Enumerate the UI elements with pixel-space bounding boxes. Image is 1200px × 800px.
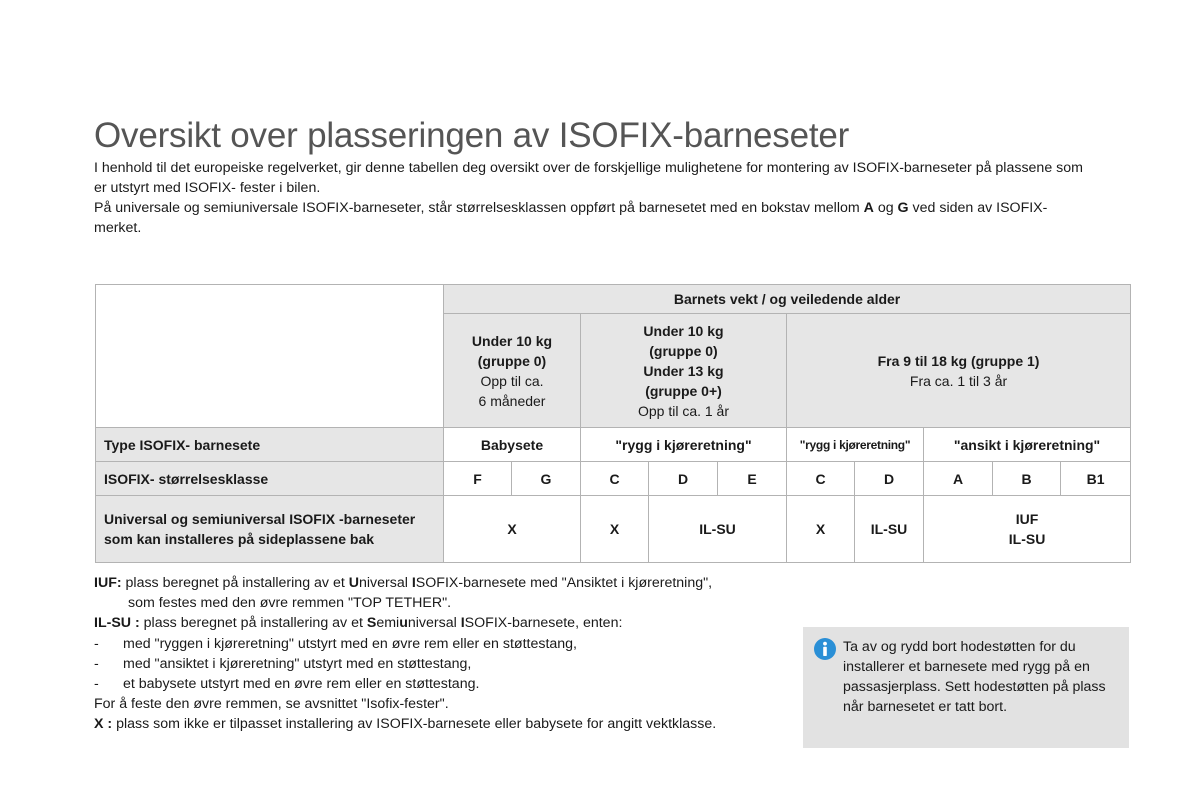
size-class: F — [444, 462, 512, 496]
type-rygg-2: "rygg i kjøreretning" — [787, 428, 924, 462]
weight-group-1: Fra 9 til 18 kg (gruppe 1) Fra ca. 1 til 3 år — [787, 314, 1131, 428]
type-ansikt: "ansikt i kjøreretning" — [924, 428, 1131, 462]
list-item: - med "ansiktet i kjøreretning" utstyrt med en støttestang, — [94, 655, 472, 672]
note-x: X : plass som ikke er tilpasset installering av ISOFIX-barnesete eller babysete for angitt vektklasse. — [94, 716, 717, 733]
size-class: D — [855, 462, 924, 496]
intro-text — [94, 158, 1094, 238]
info-icon — [814, 638, 836, 660]
size-class: C — [581, 462, 649, 496]
note-ilsu: IL-SU : plass beregnet på installering av et Semiuniversal ISOFIX-barnesete, enten: — [94, 615, 623, 632]
type-row-label: Type ISOFIX- barnesete — [96, 428, 444, 462]
size-class: A — [924, 462, 993, 496]
intro-paragraph-2: På universale og semiuniversale ISOFIX-barneseter, står størrelsesklassen oppført på barnesetet med en bokstav mellom A og G ved siden av ISOFIX-merket. — [94, 200, 1048, 236]
note-iuf: IUF: plass beregnet på installering av et Universal ISOFIX-barnesete med "Ansiktet i kjøreretning", — [94, 575, 713, 591]
list-item: - med "ryggen i kjøreretning" utstyrt med en øvre rem eller en støttestang, — [94, 635, 577, 652]
size-class: E — [718, 462, 787, 496]
table-corner-cell — [96, 285, 444, 428]
universal-cell: IL-SU — [649, 496, 787, 563]
universal-cell: X — [787, 496, 855, 563]
universal-cell: IL-SU — [855, 496, 924, 563]
weight-group-0: Under 10 kg (gruppe 0) Opp til ca. 6 måneder — [444, 314, 581, 428]
type-rygg-1: "rygg i kjøreretning" — [581, 428, 787, 462]
isofix-table — [95, 284, 1131, 563]
weight-group-0-plus: Under 10 kg (gruppe 0) Under 13 kg (gruppe 0+) Opp til ca. 1 år — [581, 314, 787, 428]
weight-header: Barnets vekt / og veiledende alder — [444, 285, 1131, 314]
page-title: Oversikt over plasseringen av ISOFIX-barneseter — [94, 116, 850, 155]
list-item: - et babysete utstyrt med en øvre rem eller en støttestang. — [94, 676, 480, 693]
notes-section — [94, 573, 794, 735]
intro-paragraph-1: I henhold til det europeiske regelverket, gir denne tabellen deg oversikt over de forskjellige mulighetene for montering av ISOFIX-barneseter på plassene som er utstyrt med ISOFIX- fester i bilen. — [94, 160, 1083, 196]
universal-cell: IUF IL-SU — [924, 496, 1131, 563]
type-babysete: Babysete — [444, 428, 581, 462]
size-class: C — [787, 462, 855, 496]
size-class: B1 — [1061, 462, 1131, 496]
size-class: G — [512, 462, 581, 496]
note-feste: For å feste den øvre remmen, se avsnittet "Isofix-fester". — [94, 696, 449, 713]
universal-row-label: Universal og semiuniversal ISOFIX -barneseter som kan installeres på sideplassene bak — [96, 496, 444, 563]
size-class: B — [993, 462, 1061, 496]
info-box — [803, 627, 1129, 748]
size-class: D — [649, 462, 718, 496]
size-row-label: ISOFIX- størrelsesklasse — [96, 462, 444, 496]
note-iuf-continuation: som festes med den øvre remmen "TOP TETHER". — [128, 595, 452, 612]
universal-cell: X — [581, 496, 649, 563]
universal-cell: X — [444, 496, 581, 563]
info-text: Ta av og rydd bort hodestøtten for du installerer et barnesete med rygg på en passasjerplass. Sett hodestøtten på plass når barnesetet er tatt bort. — [843, 639, 1106, 715]
